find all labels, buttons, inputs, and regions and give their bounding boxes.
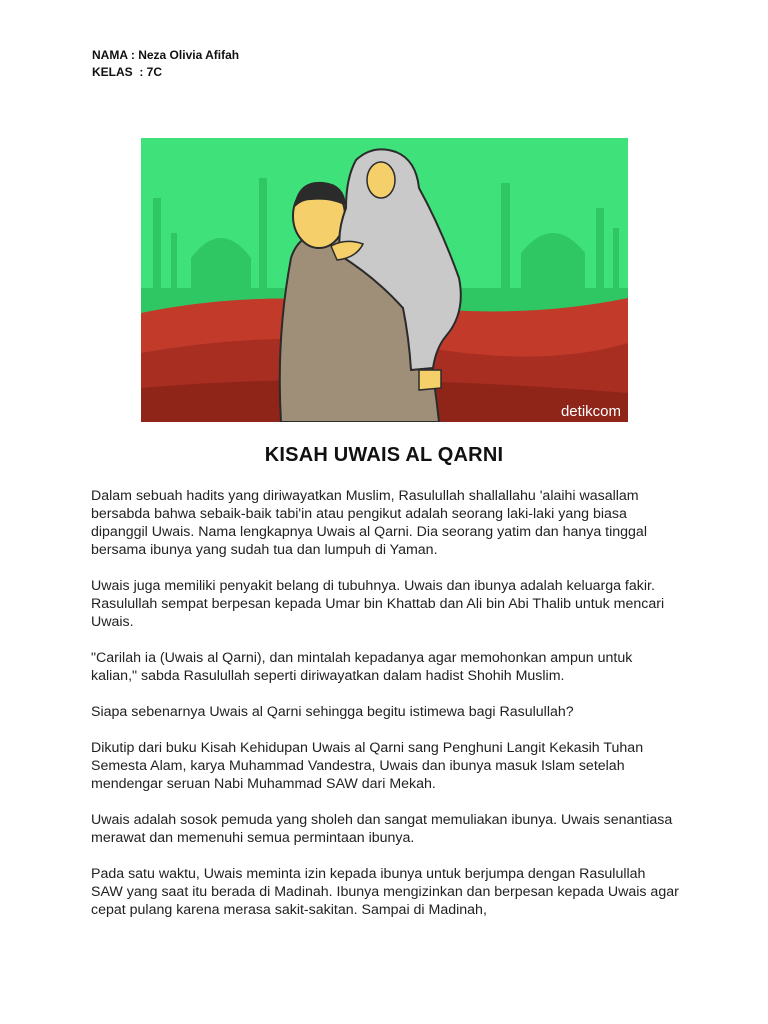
student-name: NAMA : Neza Olivia Afifah xyxy=(92,48,240,62)
paragraph: Uwais adalah sosok pemuda yang sholeh dan sangat memuliakan ibunya. Uwais senantiasa merawat dan memenuhi semua permintaan ibunya. xyxy=(91,812,673,846)
student-class: KELAS : 7C xyxy=(92,65,163,79)
paragraph: Pada satu waktu, Uwais meminta izin kepada ibunya untuk berjumpa dengan Rasulullah SAW yang saat itu berada di Madinah. Ibunya mengizinkan dan berpesan kepada Uwais agar cepat pulang karena merasa sakit-sakitan. Sampai di Madinah, xyxy=(91,866,679,918)
paragraph: "Carilah ia (Uwais al Qarni), dan mintalah kepadanya agar memohonkan ampun untuk kalian," sabda Rasulullah seperti diriwayatkan dalam hadist Shohih Muslim. xyxy=(91,650,633,684)
watermark-text: detikcom xyxy=(560,403,621,420)
page-title: KISAH UWAIS AL QARNI xyxy=(264,444,504,466)
paragraph: Dalam sebuah hadits yang diriwayatkan Muslim, Rasulullah shallallahu 'alaihi wasallam bersabda bahwa sebaik-baik tabi'in atau pengikut adalah seorang laki-laki yang biasa dipanggil Uwais. Nama lengkapnya Uwais al Qarni. Dia seorang yatim dan hanya tinggal bersama ibunya yang sudah tua dan lumpuh di Yaman. xyxy=(91,488,647,558)
story-body xyxy=(91,487,681,937)
paragraph: Dikutip dari buku Kisah Kehidupan Uwais al Qarni sang Penghuni Langit Kekasih Tuhan Semesta Alam, karya Muhammad Vandestra, Uwais dan ibunya masuk Islam setelah mendengar seruan Nabi Muhammad SAW dari Mekah. xyxy=(91,740,644,792)
story-illustration xyxy=(141,138,628,422)
paragraph: Uwais juga memiliki penyakit belang di tubuhnya. Uwais dan ibunya adalah keluarga fakir. Rasulullah sempat berpesan kepada Umar bin Khattab dan Ali bin Abi Thalib untuk mencari Uwais. xyxy=(91,578,665,630)
illustration-image xyxy=(141,138,628,422)
student-header xyxy=(92,47,239,81)
paragraph: Siapa sebenarnya Uwais al Qarni sehingga begitu istimewa bagi Rasulullah? xyxy=(91,704,574,720)
